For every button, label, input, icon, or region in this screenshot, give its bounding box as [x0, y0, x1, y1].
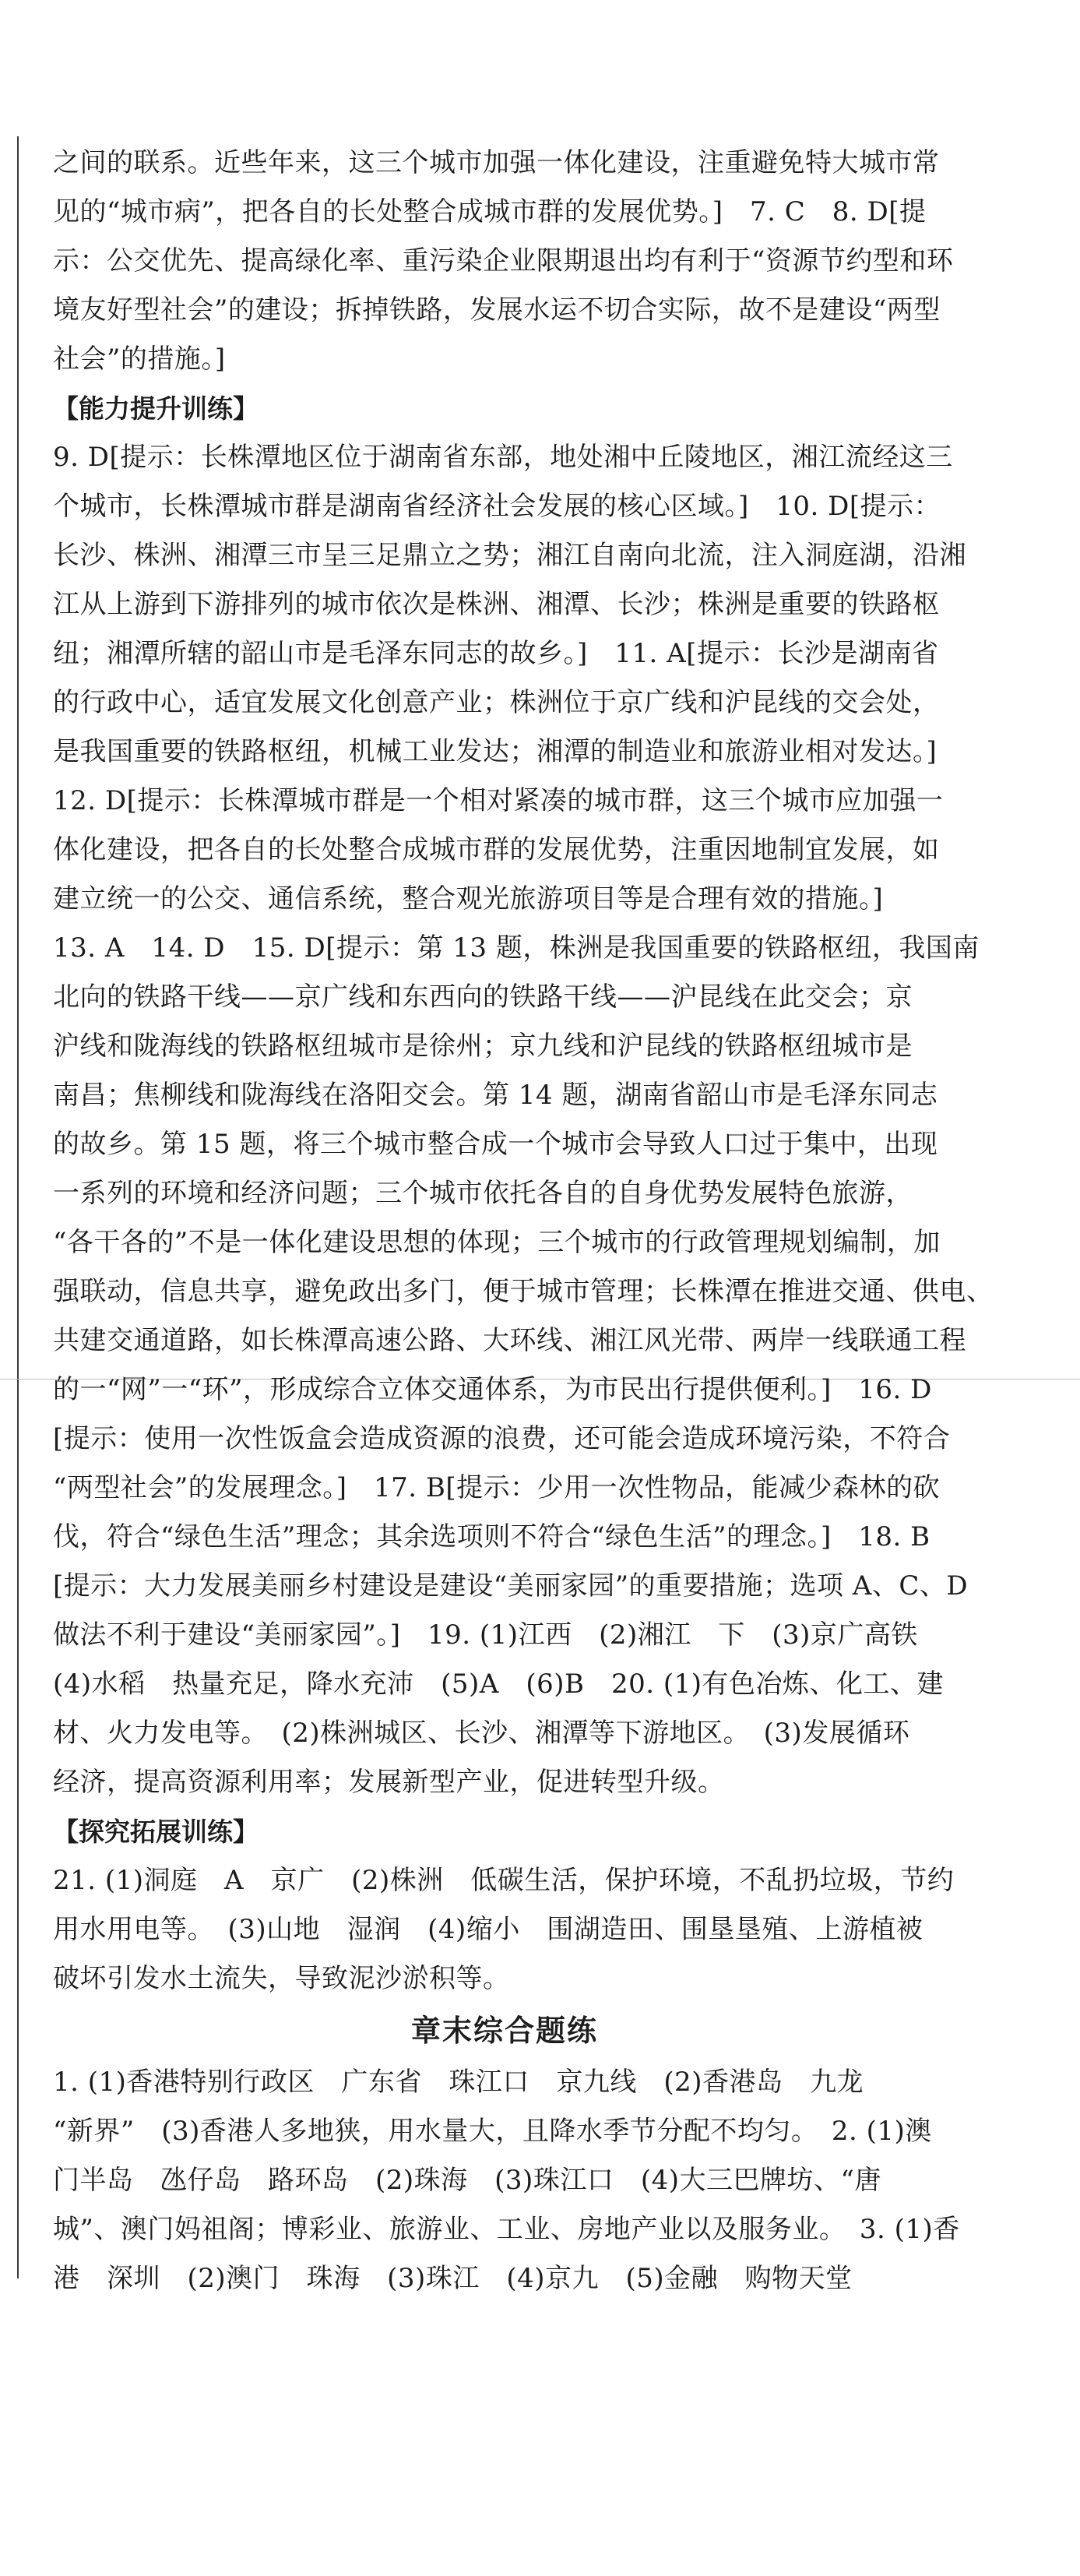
text-line: 的故乡。第 15 题，将三个城市整合成一个城市会导致人口过于集中，出现: [53, 1129, 938, 1160]
text-line: “两型社会”的发展理念。] 17. B[提示：少用一次性物品，能减少森林的砍: [53, 1472, 941, 1503]
text-line: 的一“网”一“环”，形成综合立体交通体系，为市民出行提供便利。] 16. D: [53, 1374, 932, 1405]
text-line: 9. D[提示：长株潭地区位于湖南省东部，地处湘中丘陵地区，湘江流经这三: [53, 442, 953, 473]
text-line: “新界” (3)香港人多地狭，用水量大，且降水季节分配不均匀。 2. (1)澳: [53, 2116, 932, 2147]
answer-block-chapter: [53, 2058, 960, 2303]
text-line: 是我国重要的铁路枢纽，机械工业发达；湘潭的制造业和旅游业相对发达。]: [53, 736, 938, 767]
answer-block-basic: [53, 139, 956, 384]
text-line: 共建交通道路，如长株潭高速公路、大环线、湘江风光带、两岸一线联通工程: [53, 1325, 966, 1356]
text-line: 门半岛 氹仔岛 路环岛 (2)珠海 (3)珠江口 (4)大三巴牌坊、“唐: [53, 2165, 881, 2196]
section-heading-explore: 【探究拓展训练】: [53, 1817, 259, 1847]
text-line: 之间的联系。近些年来，这三个城市加强一体化建设，注重避免特大城市常: [53, 147, 940, 178]
text-line: 北向的铁路干线——京广线和东西向的铁路干线——沪昆线在此交会；京: [53, 981, 913, 1013]
text-line: 材、火力发电等。 (2)株洲城区、长沙、湘潭等下游地区。 (3)发展循环: [53, 1718, 910, 1749]
text-line: 城”、澳门妈祖阁；博彩业、旅游业、工业、房地产业以及服务业。 3. (1)香: [53, 2214, 960, 2245]
answer-block-explore: [53, 1856, 956, 2003]
text-line: 强联动，信息共享，避免政出多门，便于城市管理；长株潭在推进交通、供电、: [53, 1276, 994, 1307]
section-heading-ability: 【能力提升训练】: [53, 393, 259, 424]
text-line: 社会”的措施。]: [53, 344, 226, 375]
text-line: 建立统一的公交、通信系统，整合观光旅游项目等是合理有效的措施。]: [53, 883, 884, 914]
text-line: 13. A 14. D 15. D[提示：第 13 题，株洲是我国重要的铁路枢纽，我国南: [53, 932, 980, 964]
text-line: 伐，符合“绿色生活”理念；其余选项则不符合“绿色生活”的理念。] 18. B: [53, 1521, 930, 1552]
text-line: “各干各的”不是一体化建设思想的体现；三个城市的行政管理规划编制，加: [53, 1227, 941, 1258]
text-line: 1. (1)香港特别行政区 广东省 珠江口 京九线 (2)香港岛 九龙: [53, 2067, 864, 2098]
text-line: [提示：大力发展美丽乡村建设是建设“美丽家园”的重要措施；选项 A、C、D: [53, 1570, 969, 1602]
answer-page: [53, 139, 994, 2303]
text-line: 境友好型社会”的建设；拆掉铁路，发展水运不切合实际，故不是建设“两型: [53, 294, 941, 326]
text-line: 江从上游到下游排列的城市依次是株洲、湘潭、长沙；株洲是重要的铁路枢: [53, 589, 940, 620]
text-line: 见的“城市病”，把各自的长处整合成城市群的发展优势。] 7. C 8. D[提: [53, 196, 927, 227]
text-line: 个城市，长株潭城市群是湖南省经济社会发展的核心区域。] 10. D[提示：: [53, 491, 941, 522]
text-line: 一系列的环境和经济问题；三个城市依托各自的自身优势发展特色旅游，: [53, 1178, 913, 1209]
text-line: 港 深圳 (2)澳门 珠海 (3)珠江 (4)京九 (5)金融 购物天堂: [53, 2263, 853, 2294]
text-line: 长沙、株洲、湘潭三市呈三足鼎立之势；湘江自南向北流，注入洞庭湖，沿湘: [53, 540, 966, 571]
left-margin-rule: [17, 136, 19, 2278]
text-line: 体化建设，把各自的长处整合成城市群的发展优势，注重因地制宜发展，如: [53, 834, 940, 865]
text-line: 做法不利于建设“美丽家园”。] 19. (1)江西 (2)湘江 下 (3)京广高铁: [53, 1619, 918, 1651]
text-line: 沪线和陇海线的铁路枢纽城市是徐州；京九线和沪昆线的铁路枢纽城市是: [53, 1031, 913, 1062]
answer-block-ability: [53, 433, 994, 1807]
text-line: 21. (1)洞庭 A 京广 (2)株洲 低碳生活，保护环境，不乱扔垃圾，节约: [53, 1865, 955, 1896]
text-line: 的行政中心，适宜发展文化创意产业；株洲位于京广线和沪昆线的交会处，: [53, 687, 940, 718]
text-line: [提示：使用一次性饭盒会造成资源的浪费，还可能会造成环境污染，不符合: [53, 1423, 951, 1454]
text-line: 用水用电等。 (3)山地 湿润 (4)缩小 围湖造田、围垦垦殖、上游植被: [53, 1914, 923, 1945]
text-line: 经济，提高资源利用率；发展新型产业，促进转型升级。: [53, 1767, 725, 1798]
text-line: (4)水稻 热量充足，降水充沛 (5)A (6)B 20. (1)有色冶炼、化工、建: [53, 1669, 945, 1700]
text-line: 12. D[提示：长株潭城市群是一个相对紧凑的城市群，这三个城市应加强一: [53, 785, 944, 816]
text-line: 示：公交优先、提高绿化率、重污染企业限期退出均有利于“资源节约型和环: [53, 245, 954, 277]
chapter-review-title: 章末综合题练: [410, 2014, 598, 2048]
text-line: 破坏引发水土流失，导致泥沙淤积等。: [53, 1963, 510, 1994]
text-line: 南昌；焦柳线和陇海线在洛阳交会。第 14 题，湖南省韶山市是毛泽东同志: [53, 1080, 938, 1111]
text-line: 纽；湘潭所辖的韶山市是毛泽东同志的故乡。] 11. A[提示：长沙是湖南省: [53, 638, 939, 669]
